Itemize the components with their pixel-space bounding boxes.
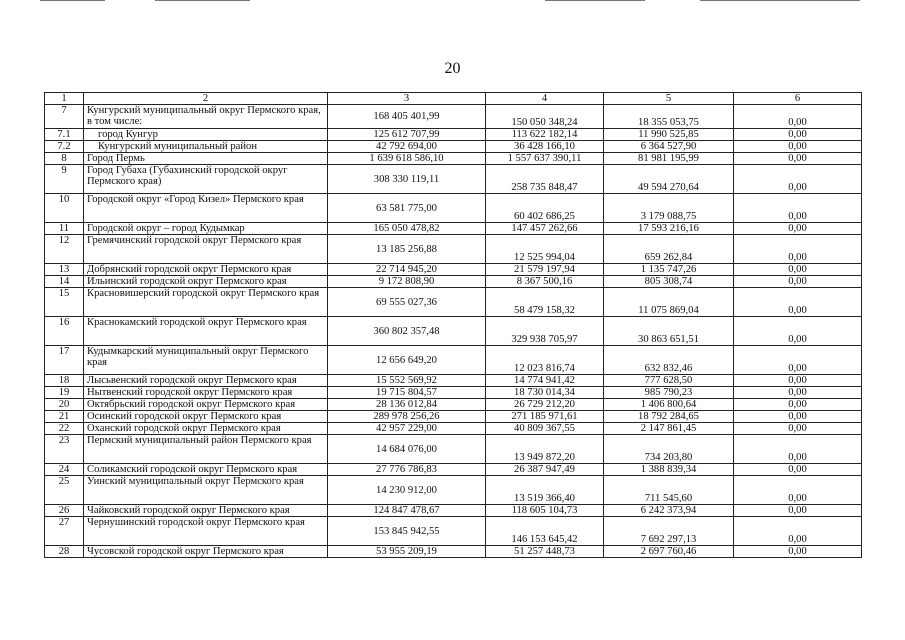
value-col-4: 150 050 348,24	[486, 105, 604, 129]
value-col-6: 0,00	[734, 435, 862, 464]
municipality-name: Городской округ «Город Кизел» Пермского края	[84, 194, 328, 223]
value-col-6: 0,00	[734, 464, 862, 476]
column-header: 4	[486, 93, 604, 105]
value-col-3: 28 136 012,84	[328, 399, 486, 411]
value-col-4: 36 428 166,10	[486, 141, 604, 153]
row-number: 23	[45, 435, 84, 464]
table-row	[45, 411, 862, 423]
value-col-5: 18 792 284,65	[604, 411, 734, 423]
municipality-name: Городской округ – город Кудымкар	[84, 223, 328, 235]
value-col-6: 0,00	[734, 375, 862, 387]
row-number: 12	[45, 235, 84, 264]
value-col-3: 15 552 569,92	[328, 375, 486, 387]
municipality-name: Кудымкарский муниципальный округ Пермского края	[84, 346, 328, 375]
row-number: 16	[45, 317, 84, 346]
value-col-4: 113 622 182,14	[486, 129, 604, 141]
value-col-3: 14 230 912,00	[328, 476, 486, 505]
value-col-4: 12 525 994,04	[486, 235, 604, 264]
top-rule	[40, 0, 105, 1]
value-col-6: 0,00	[734, 105, 862, 129]
value-col-6: 0,00	[734, 517, 862, 546]
value-col-5: 734 203,80	[604, 435, 734, 464]
municipality-name: Гремячинский городской округ Пермского края	[84, 235, 328, 264]
row-number: 19	[45, 387, 84, 399]
value-col-3: 69 555 027,36	[328, 288, 486, 317]
table-row	[45, 105, 862, 129]
row-number: 27	[45, 517, 84, 546]
value-col-3: 22 714 945,20	[328, 264, 486, 276]
value-col-5: 1 135 747,26	[604, 264, 734, 276]
value-col-3: 289 978 256,26	[328, 411, 486, 423]
table-row	[45, 546, 862, 558]
value-col-5: 2 147 861,45	[604, 423, 734, 435]
table-row	[45, 375, 862, 387]
municipality-name: Уинский муниципальный округ Пермского края	[84, 476, 328, 505]
municipality-name: Город Пермь	[84, 153, 328, 165]
row-number: 17	[45, 346, 84, 375]
value-col-6: 0,00	[734, 476, 862, 505]
value-col-6: 0,00	[734, 399, 862, 411]
table-row	[45, 276, 862, 288]
value-col-4: 12 023 816,74	[486, 346, 604, 375]
municipality-name: Чусовской городской округ Пермского края	[84, 546, 328, 558]
value-col-6: 0,00	[734, 387, 862, 399]
municipality-name: Кунгурский муниципальный район	[84, 141, 328, 153]
value-col-4: 118 605 104,73	[486, 505, 604, 517]
value-col-6: 0,00	[734, 276, 862, 288]
value-col-3: 153 845 942,55	[328, 517, 486, 546]
municipality-name: Октябрьский городской округ Пермского края	[84, 399, 328, 411]
municipality-name: Чайковский городской округ Пермского края	[84, 505, 328, 517]
municipality-name: Кунгурский муниципальный округ Пермского края, в том числе:	[84, 105, 328, 129]
column-header: 2	[84, 93, 328, 105]
value-col-5: 30 863 651,51	[604, 317, 734, 346]
value-col-5: 3 179 088,75	[604, 194, 734, 223]
value-col-4: 14 774 941,42	[486, 375, 604, 387]
value-col-4: 271 185 971,61	[486, 411, 604, 423]
table-row	[45, 194, 862, 223]
value-col-4: 40 809 367,55	[486, 423, 604, 435]
value-col-3: 12 656 649,20	[328, 346, 486, 375]
value-col-3: 53 955 209,19	[328, 546, 486, 558]
table-row	[45, 505, 862, 517]
value-col-5: 1 388 839,34	[604, 464, 734, 476]
value-col-4: 26 729 212,20	[486, 399, 604, 411]
value-col-6: 0,00	[734, 288, 862, 317]
row-number: 18	[45, 375, 84, 387]
row-number: 21	[45, 411, 84, 423]
row-number: 8	[45, 153, 84, 165]
value-col-6: 0,00	[734, 505, 862, 517]
value-col-3: 27 776 786,83	[328, 464, 486, 476]
column-header: 1	[45, 93, 84, 105]
top-rule	[545, 0, 645, 1]
value-col-4: 8 367 500,16	[486, 276, 604, 288]
value-col-5: 2 697 760,46	[604, 546, 734, 558]
value-col-6: 0,00	[734, 235, 862, 264]
table-row	[45, 153, 862, 165]
value-col-6: 0,00	[734, 317, 862, 346]
municipality-name: Добрянский городской округ Пермского края	[84, 264, 328, 276]
value-col-6: 0,00	[734, 423, 862, 435]
row-number: 20	[45, 399, 84, 411]
table-row	[45, 346, 862, 375]
table-row	[45, 435, 862, 464]
value-col-6: 0,00	[734, 129, 862, 141]
row-number: 7	[45, 105, 84, 129]
table-row	[45, 141, 862, 153]
table-row	[45, 223, 862, 235]
municipality-name: город Кунгур	[84, 129, 328, 141]
table-row	[45, 387, 862, 399]
column-header: 6	[734, 93, 862, 105]
row-number: 22	[45, 423, 84, 435]
value-col-5: 7 692 297,13	[604, 517, 734, 546]
value-col-4: 329 938 705,97	[486, 317, 604, 346]
municipality-name: Лысьвенский городской округ Пермского края	[84, 375, 328, 387]
value-col-5: 6 364 527,90	[604, 141, 734, 153]
value-col-6: 0,00	[734, 153, 862, 165]
value-col-6: 0,00	[734, 546, 862, 558]
value-col-5: 6 242 373,94	[604, 505, 734, 517]
row-number: 11	[45, 223, 84, 235]
table-row	[45, 517, 862, 546]
row-number: 15	[45, 288, 84, 317]
value-col-5: 11 990 525,85	[604, 129, 734, 141]
value-col-3: 42 957 229,00	[328, 423, 486, 435]
municipality-name: Нытвенский городской округ Пермского края	[84, 387, 328, 399]
value-col-3: 168 405 401,99	[328, 105, 486, 129]
value-col-6: 0,00	[734, 264, 862, 276]
value-col-4: 21 579 197,94	[486, 264, 604, 276]
value-col-5: 49 594 270,64	[604, 165, 734, 194]
table-row	[45, 129, 862, 141]
top-rule	[155, 0, 250, 1]
table-row	[45, 423, 862, 435]
value-col-4: 18 730 014,34	[486, 387, 604, 399]
row-number: 13	[45, 264, 84, 276]
value-col-3: 125 612 707,99	[328, 129, 486, 141]
value-col-4: 258 735 848,47	[486, 165, 604, 194]
value-col-5: 711 545,60	[604, 476, 734, 505]
table-row	[45, 476, 862, 505]
municipality-name: Город Губаха (Губахинский городской округ Пермского края)	[84, 165, 328, 194]
value-col-6: 0,00	[734, 194, 862, 223]
value-col-3: 360 802 357,48	[328, 317, 486, 346]
value-col-5: 81 981 195,99	[604, 153, 734, 165]
value-col-4: 26 387 947,49	[486, 464, 604, 476]
value-col-5: 632 832,46	[604, 346, 734, 375]
row-number: 10	[45, 194, 84, 223]
table-row	[45, 399, 862, 411]
row-number: 7.2	[45, 141, 84, 153]
value-col-4: 13 519 366,40	[486, 476, 604, 505]
municipality-name: Пермский муниципальный район Пермского края	[84, 435, 328, 464]
value-col-5: 985 790,23	[604, 387, 734, 399]
value-col-3: 19 715 804,57	[328, 387, 486, 399]
table-row	[45, 288, 862, 317]
municipality-name: Соликамский городской округ Пермского края	[84, 464, 328, 476]
table-row	[45, 165, 862, 194]
row-number: 25	[45, 476, 84, 505]
row-number: 26	[45, 505, 84, 517]
value-col-4: 51 257 448,73	[486, 546, 604, 558]
value-col-5: 18 355 053,75	[604, 105, 734, 129]
column-header: 3	[328, 93, 486, 105]
value-col-6: 0,00	[734, 411, 862, 423]
row-number: 7.1	[45, 129, 84, 141]
value-col-4: 147 457 262,66	[486, 223, 604, 235]
value-col-5: 777 628,50	[604, 375, 734, 387]
table-header-row	[45, 93, 862, 105]
value-col-3: 13 185 256,88	[328, 235, 486, 264]
value-col-3: 165 050 478,82	[328, 223, 486, 235]
value-col-3: 14 684 076,00	[328, 435, 486, 464]
value-col-4: 58 479 158,32	[486, 288, 604, 317]
municipality-name: Красновишерский городской округ Пермского края	[84, 288, 328, 317]
value-col-4: 146 153 645,42	[486, 517, 604, 546]
value-col-5: 805 308,74	[604, 276, 734, 288]
value-col-4: 13 949 872,20	[486, 435, 604, 464]
value-col-5: 659 262,84	[604, 235, 734, 264]
municipality-name: Ильинский городской округ Пермского края	[84, 276, 328, 288]
value-col-6: 0,00	[734, 346, 862, 375]
municipality-name: Осинский городской округ Пермского края	[84, 411, 328, 423]
value-col-5: 1 406 800,64	[604, 399, 734, 411]
page-number: 20	[444, 60, 461, 77]
municipality-name: Чернушинский городской округ Пермского края	[84, 517, 328, 546]
table-row	[45, 264, 862, 276]
value-col-4: 1 557 637 390,11	[486, 153, 604, 165]
municipality-name: Краснокамский городской округ Пермского края	[84, 317, 328, 346]
value-col-3: 1 639 618 586,10	[328, 153, 486, 165]
value-col-6: 0,00	[734, 223, 862, 235]
value-col-3: 63 581 775,00	[328, 194, 486, 223]
value-col-6: 0,00	[734, 165, 862, 194]
table-row	[45, 235, 862, 264]
row-number: 14	[45, 276, 84, 288]
value-col-4: 60 402 686,25	[486, 194, 604, 223]
value-col-3: 9 172 808,90	[328, 276, 486, 288]
table-row	[45, 317, 862, 346]
top-rule	[700, 0, 860, 1]
row-number: 28	[45, 546, 84, 558]
municipality-name: Оханский городской округ Пермского края	[84, 423, 328, 435]
value-col-5: 11 075 869,04	[604, 288, 734, 317]
row-number: 9	[45, 165, 84, 194]
column-header: 5	[604, 93, 734, 105]
value-col-3: 42 792 694,00	[328, 141, 486, 153]
value-col-6: 0,00	[734, 141, 862, 153]
value-col-5: 17 593 216,16	[604, 223, 734, 235]
row-number: 24	[45, 464, 84, 476]
value-col-3: 308 330 119,11	[328, 165, 486, 194]
budget-table	[44, 92, 862, 558]
table-row	[45, 464, 862, 476]
value-col-3: 124 847 478,67	[328, 505, 486, 517]
